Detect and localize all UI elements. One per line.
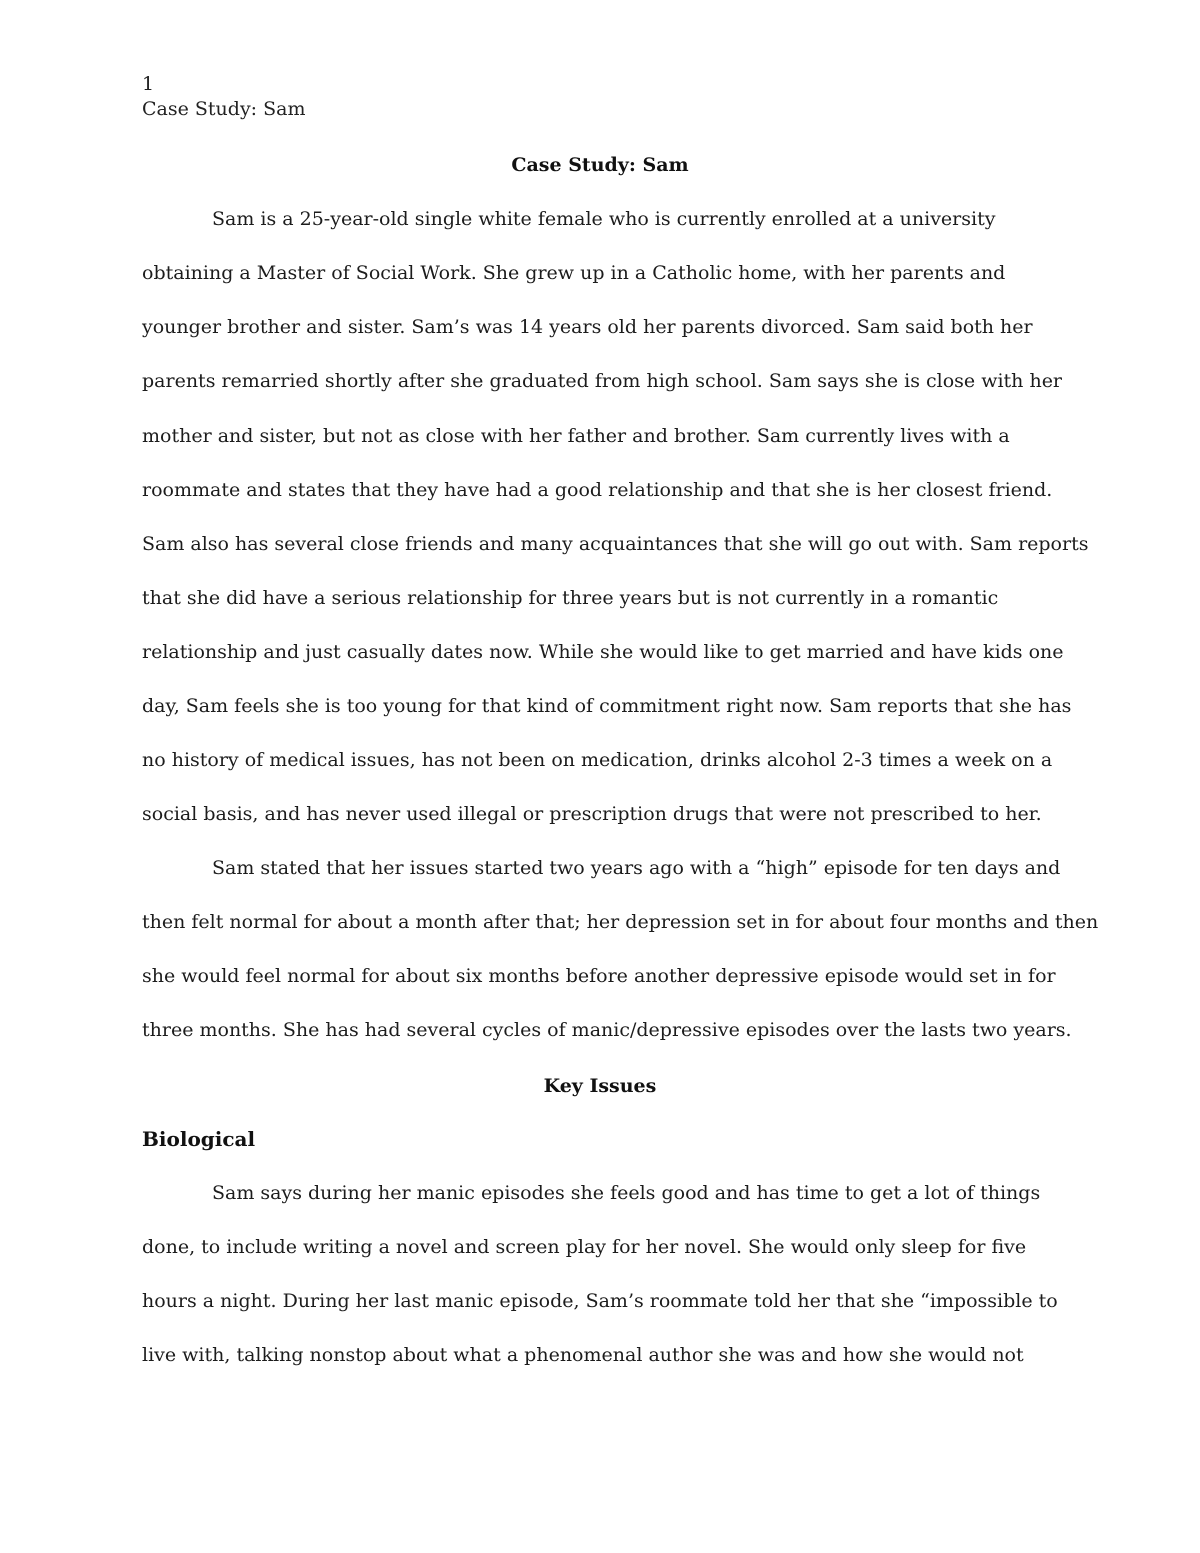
page-number: 1	[142, 73, 155, 95]
paragraph-line: Sam also has several close friends and many acquaintances that she will go out with. Sam reports	[142, 533, 1089, 555]
paragraph-line: younger brother and sister. Sam’s was 14 years old her parents divorced. Sam said both her	[142, 316, 1033, 338]
paragraph-line: that she did have a serious relationship for three years but is not currently in a romantic	[142, 587, 999, 609]
paragraph-line: obtaining a Master of Social Work. She grew up in a Catholic home, with her parents and	[142, 262, 1006, 284]
paragraph-line: no history of medical issues, has not been on medication, drinks alcohol 2-3 times a week on a	[142, 749, 1053, 771]
paragraph-line: Sam is a 25-year-old single white female who is currently enrolled at a university	[212, 208, 996, 230]
page-header	[142, 72, 306, 122]
paragraph-line: mother and sister, but not as close with her father and brother. Sam currently lives with a	[142, 425, 1010, 447]
paragraph-line: relationship and just casually dates now. While she would like to get married and have kids one	[142, 641, 1064, 663]
section-heading: Key Issues	[543, 1075, 657, 1097]
paragraph-line: Sam says during her manic episodes she feels good and has time to get a lot of things	[212, 1182, 1041, 1204]
paragraph-line: she would feel normal for about six months before another depressive episode would set in for	[142, 965, 1056, 987]
paragraph-line: then felt normal for about a month after that; her depression set in for about four months and then	[142, 911, 1099, 933]
document-title: Case Study: Sam	[511, 154, 689, 176]
paragraph-line: roommate and states that they have had a good relationship and that she is her closest friend.	[142, 479, 1053, 501]
paragraph-line: three months. She has had several cycles of manic/depressive episodes over the lasts two years.	[142, 1019, 1072, 1041]
paragraph-line: day, Sam feels she is too young for that kind of commitment right now. Sam reports that she has	[142, 695, 1072, 717]
paragraph-line: parents remarried shortly after she graduated from high school. Sam says she is close with her	[142, 370, 1063, 392]
paragraph-line: hours a night. During her last manic episode, Sam’s roommate told her that she “impossible to	[142, 1290, 1058, 1312]
running-head: Case Study: Sam	[142, 98, 306, 120]
paragraph-line: social basis, and has never used illegal or prescription drugs that were not prescribed to her.	[142, 803, 1042, 825]
paragraph-line: done, to include writing a novel and screen play for her novel. She would only sleep for five	[142, 1236, 1027, 1258]
paragraph-line: Sam stated that her issues started two years ago with a “high” episode for ten days and	[212, 857, 1061, 879]
subsection-heading: Biological	[142, 1127, 256, 1151]
paragraph-line: live with, talking nonstop about what a phenomenal author she was and how she would not	[142, 1344, 1024, 1366]
